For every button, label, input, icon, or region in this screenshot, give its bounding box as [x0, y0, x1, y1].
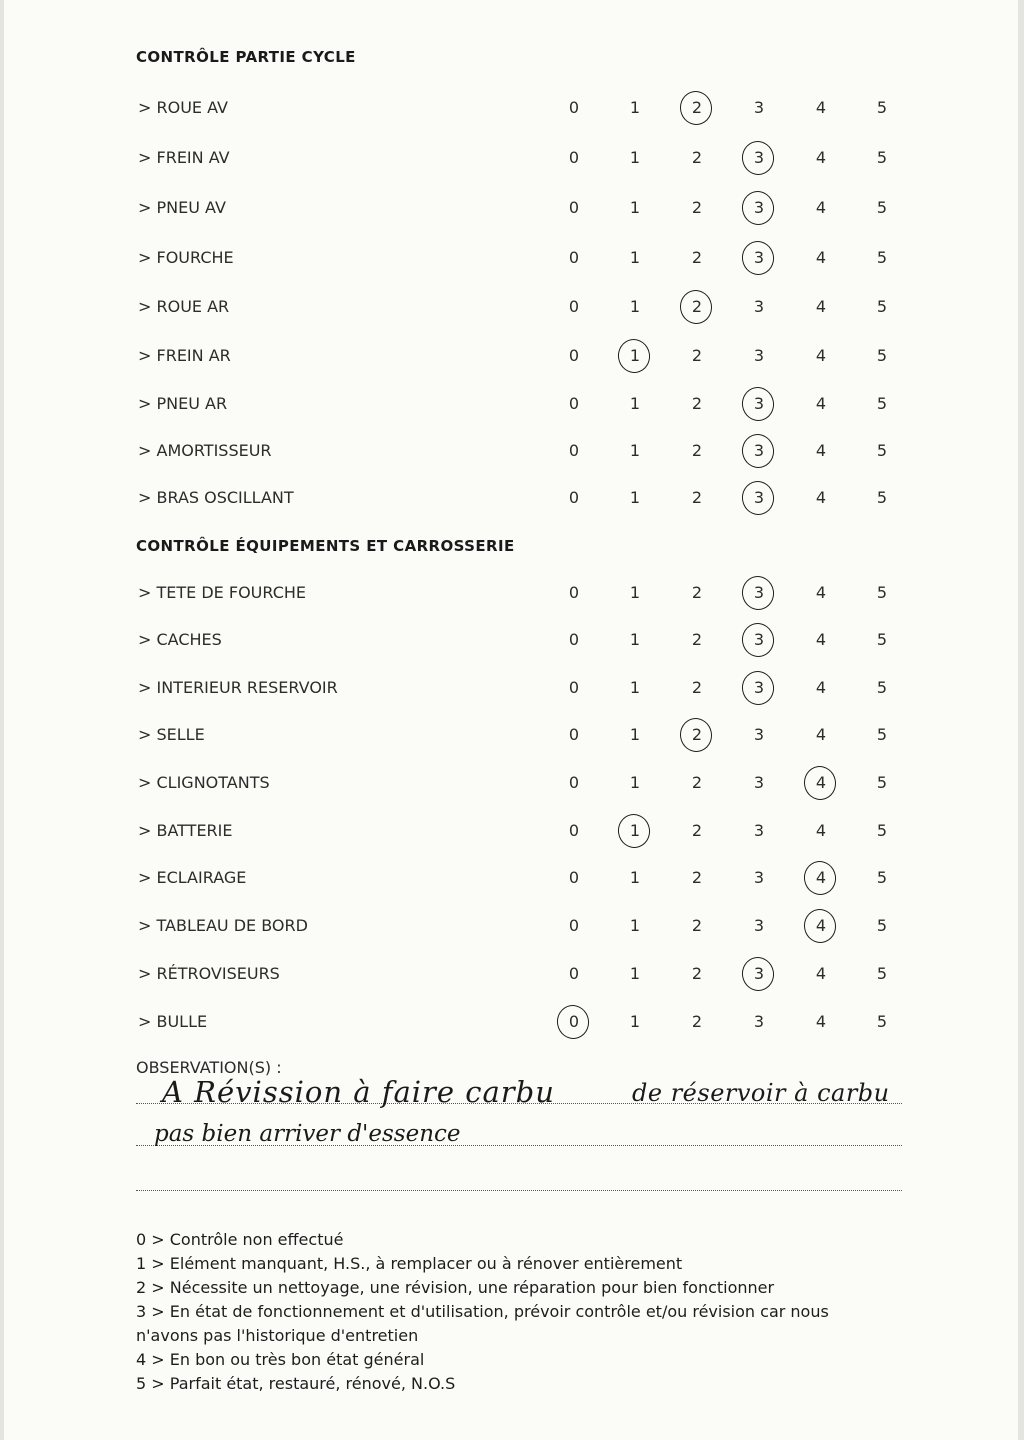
score-option[interactable]: 4 — [815, 441, 827, 460]
score-option[interactable]: 4 — [815, 297, 827, 316]
checklist-item-label: > SELLE — [138, 725, 205, 744]
score-option[interactable]: 0 — [568, 821, 580, 840]
score-option[interactable]: 4 — [815, 488, 827, 507]
score-option-circled[interactable]: 3 — [747, 248, 771, 267]
checklist-row — [4, 674, 1018, 704]
score-option[interactable]: 2 — [691, 630, 703, 649]
checklist-row — [4, 1008, 1018, 1038]
score-option[interactable]: 1 — [629, 773, 641, 792]
checklist-row — [4, 817, 1018, 847]
score-option[interactable]: 4 — [815, 630, 827, 649]
checklist-row — [4, 342, 1018, 372]
score-option[interactable]: 4 — [815, 1012, 827, 1031]
checklist-row — [4, 244, 1018, 274]
score-option[interactable]: 0 — [568, 773, 580, 792]
checklist-item-label: > ECLAIRAGE — [138, 868, 247, 887]
score-option[interactable]: 3 — [753, 297, 765, 316]
score-option-circled[interactable]: 2 — [685, 297, 709, 316]
observation-line-3 — [136, 1190, 902, 1191]
section-title-equipment: CONTRÔLE ÉQUIPEMENTS ET CARROSSERIE — [136, 537, 515, 555]
checklist-row — [4, 437, 1018, 467]
score-option[interactable]: 1 — [629, 441, 641, 460]
score-option[interactable]: 2 — [691, 394, 703, 413]
checklist-row — [4, 579, 1018, 609]
score-option[interactable]: 5 — [876, 441, 888, 460]
checklist-row — [4, 293, 1018, 323]
score-option[interactable]: 2 — [691, 346, 703, 365]
checklist-row — [4, 769, 1018, 799]
score-option[interactable]: 0 — [568, 868, 580, 887]
score-option[interactable]: 5 — [876, 248, 888, 267]
checklist-item-label: > ROUE AR — [138, 297, 230, 316]
score-option[interactable]: 5 — [876, 821, 888, 840]
score-option-circled[interactable]: 4 — [809, 916, 833, 935]
checklist-row — [4, 144, 1018, 174]
score-option[interactable]: 0 — [568, 248, 580, 267]
score-option[interactable]: 1 — [629, 678, 641, 697]
checklist-row — [4, 626, 1018, 656]
checklist-row — [4, 94, 1018, 124]
score-option[interactable]: 3 — [753, 916, 765, 935]
score-option[interactable]: 1 — [629, 964, 641, 983]
score-option-circled[interactable]: 3 — [747, 583, 771, 602]
score-option[interactable]: 3 — [753, 346, 765, 365]
checklist-item-label: > CACHES — [138, 630, 222, 649]
score-option[interactable]: 0 — [568, 148, 580, 167]
score-option-circled[interactable]: 2 — [685, 725, 709, 744]
score-option-circled[interactable]: 4 — [809, 868, 833, 887]
legend-line: 3 > En état de fonctionnement et d'utilisation, prévoir contrôle et/ou révision car nous — [136, 1302, 829, 1321]
score-option[interactable]: 0 — [568, 583, 580, 602]
score-option[interactable]: 0 — [568, 488, 580, 507]
score-option[interactable]: 3 — [753, 821, 765, 840]
score-option[interactable]: 5 — [876, 346, 888, 365]
score-option[interactable]: 0 — [568, 441, 580, 460]
checklist-item-label: > TETE DE FOURCHE — [138, 583, 306, 602]
score-option-circled[interactable]: 3 — [747, 964, 771, 983]
score-option[interactable]: 0 — [568, 630, 580, 649]
score-option-circled[interactable]: 1 — [623, 346, 647, 365]
score-option[interactable]: 1 — [629, 583, 641, 602]
score-option[interactable]: 1 — [629, 488, 641, 507]
score-option[interactable]: 0 — [568, 346, 580, 365]
score-option-circled[interactable]: 0 — [562, 1012, 586, 1031]
score-option-circled[interactable]: 1 — [623, 821, 647, 840]
checklist-item-label: > AMORTISSEUR — [138, 441, 272, 460]
score-option[interactable]: 1 — [629, 868, 641, 887]
score-option[interactable]: 2 — [691, 868, 703, 887]
score-option[interactable]: 3 — [753, 773, 765, 792]
score-option[interactable]: 5 — [876, 394, 888, 413]
score-option[interactable]: 2 — [691, 678, 703, 697]
score-option-circled[interactable]: 3 — [747, 488, 771, 507]
score-option[interactable]: 4 — [815, 725, 827, 744]
score-option[interactable]: 5 — [876, 773, 888, 792]
legend-line: n'avons pas l'historique d'entretien — [136, 1326, 419, 1345]
score-option[interactable]: 5 — [876, 1012, 888, 1031]
score-option[interactable]: 5 — [876, 868, 888, 887]
score-option[interactable]: 5 — [876, 630, 888, 649]
score-option[interactable]: 2 — [691, 248, 703, 267]
score-option[interactable]: 2 — [691, 583, 703, 602]
checklist-row — [4, 864, 1018, 894]
checklist-item-label: > BULLE — [138, 1012, 208, 1031]
score-option[interactable]: 0 — [568, 916, 580, 935]
score-option[interactable]: 2 — [691, 198, 703, 217]
score-option[interactable]: 2 — [691, 148, 703, 167]
score-option[interactable]: 5 — [876, 148, 888, 167]
score-option-circled[interactable]: 3 — [747, 198, 771, 217]
checklist-item-label: > FOURCHE — [138, 248, 234, 267]
score-option[interactable]: 5 — [876, 583, 888, 602]
checklist-row — [4, 721, 1018, 751]
score-option[interactable]: 0 — [568, 198, 580, 217]
legend-line: 2 > Nécessite un nettoyage, une révision, une réparation pour bien fonctionner — [136, 1278, 775, 1297]
score-option[interactable]: 4 — [815, 678, 827, 697]
score-option[interactable]: 3 — [753, 868, 765, 887]
checklist-row — [4, 960, 1018, 990]
checklist-row — [4, 390, 1018, 420]
score-option-circled[interactable]: 3 — [747, 148, 771, 167]
score-option[interactable]: 1 — [629, 725, 641, 744]
score-option[interactable]: 5 — [876, 488, 888, 507]
score-option[interactable]: 2 — [691, 916, 703, 935]
checklist-item-label: > BATTERIE — [138, 821, 233, 840]
score-option[interactable]: 1 — [629, 248, 641, 267]
checklist-item-label: > TABLEAU DE BORD — [138, 916, 308, 935]
checklist-row — [4, 912, 1018, 942]
score-option[interactable]: 4 — [815, 821, 827, 840]
score-option-circled[interactable]: 2 — [685, 98, 709, 117]
score-option[interactable]: 0 — [568, 394, 580, 413]
score-legend — [136, 1228, 916, 1396]
observation-handwriting-1a: A Révission à faire carbu — [162, 1075, 555, 1109]
score-option[interactable]: 1 — [629, 916, 641, 935]
score-option-circled[interactable]: 3 — [747, 394, 771, 413]
score-option[interactable]: 4 — [815, 98, 827, 117]
score-option[interactable]: 4 — [815, 148, 827, 167]
legend-line: 4 > En bon ou très bon état général — [136, 1350, 425, 1369]
score-option[interactable]: 1 — [629, 198, 641, 217]
score-option[interactable]: 1 — [629, 1012, 641, 1031]
score-option[interactable]: 2 — [691, 441, 703, 460]
section-title-cycle: CONTRÔLE PARTIE CYCLE — [136, 48, 356, 66]
score-option[interactable]: 3 — [753, 725, 765, 744]
checklist-item-label: > RÉTROVISEURS — [138, 964, 280, 983]
legend-line: 5 > Parfait état, restauré, rénové, N.O.S — [136, 1374, 456, 1393]
score-option[interactable]: 0 — [568, 725, 580, 744]
observation-handwriting-2: pas bien arriver d'essence — [154, 1121, 461, 1147]
score-option[interactable]: 2 — [691, 488, 703, 507]
checklist-item-label: > INTERIEUR RESERVOIR — [138, 678, 338, 697]
score-option[interactable]: 0 — [568, 964, 580, 983]
checklist-row — [4, 194, 1018, 224]
score-option[interactable]: 3 — [753, 1012, 765, 1031]
score-option[interactable]: 5 — [876, 198, 888, 217]
score-option[interactable]: 2 — [691, 1012, 703, 1031]
score-option[interactable]: 1 — [629, 148, 641, 167]
checklist-row — [4, 484, 1018, 514]
score-option[interactable]: 4 — [815, 394, 827, 413]
score-option[interactable]: 0 — [568, 98, 580, 117]
score-option[interactable]: 5 — [876, 297, 888, 316]
score-option[interactable]: 5 — [876, 916, 888, 935]
score-option[interactable]: 1 — [629, 630, 641, 649]
score-option[interactable]: 1 — [629, 394, 641, 413]
score-option-circled[interactable]: 4 — [809, 773, 833, 792]
score-option[interactable]: 5 — [876, 964, 888, 983]
checklist-item-label: > ROUE AV — [138, 98, 228, 117]
score-option[interactable]: 4 — [815, 346, 827, 365]
checklist-item-label: > FREIN AV — [138, 148, 230, 167]
observation-handwriting-1b: de réservoir à carbu — [632, 1079, 890, 1107]
checklist-item-label: > PNEU AV — [138, 198, 226, 217]
score-option[interactable]: 4 — [815, 583, 827, 602]
legend-line: 1 > Elément manquant, H.S., à remplacer ou à rénover entièrement — [136, 1254, 683, 1273]
checklist-item-label: > PNEU AR — [138, 394, 228, 413]
inspection-sheet — [4, 0, 1018, 1440]
score-option[interactable]: 5 — [876, 725, 888, 744]
legend-line: 0 > Contrôle non effectué — [136, 1230, 344, 1249]
score-option[interactable]: 4 — [815, 198, 827, 217]
score-option-circled[interactable]: 3 — [747, 630, 771, 649]
score-option-circled[interactable]: 3 — [747, 441, 771, 460]
score-option[interactable]: 3 — [753, 98, 765, 117]
score-option[interactable]: 0 — [568, 297, 580, 316]
checklist-item-label: > BRAS OSCILLANT — [138, 488, 294, 507]
score-option[interactable]: 2 — [691, 964, 703, 983]
score-option[interactable]: 2 — [691, 773, 703, 792]
score-option[interactable]: 0 — [568, 678, 580, 697]
score-option[interactable]: 4 — [815, 248, 827, 267]
score-option[interactable]: 4 — [815, 964, 827, 983]
observations-title: OBSERVATION(S) : — [136, 1058, 282, 1077]
score-option-circled[interactable]: 3 — [747, 678, 771, 697]
score-option[interactable]: 5 — [876, 678, 888, 697]
score-option[interactable]: 2 — [691, 821, 703, 840]
checklist-item-label: > FREIN AR — [138, 346, 231, 365]
score-option[interactable]: 5 — [876, 98, 888, 117]
checklist-item-label: > CLIGNOTANTS — [138, 773, 270, 792]
score-option[interactable]: 1 — [629, 297, 641, 316]
score-option[interactable]: 1 — [629, 98, 641, 117]
